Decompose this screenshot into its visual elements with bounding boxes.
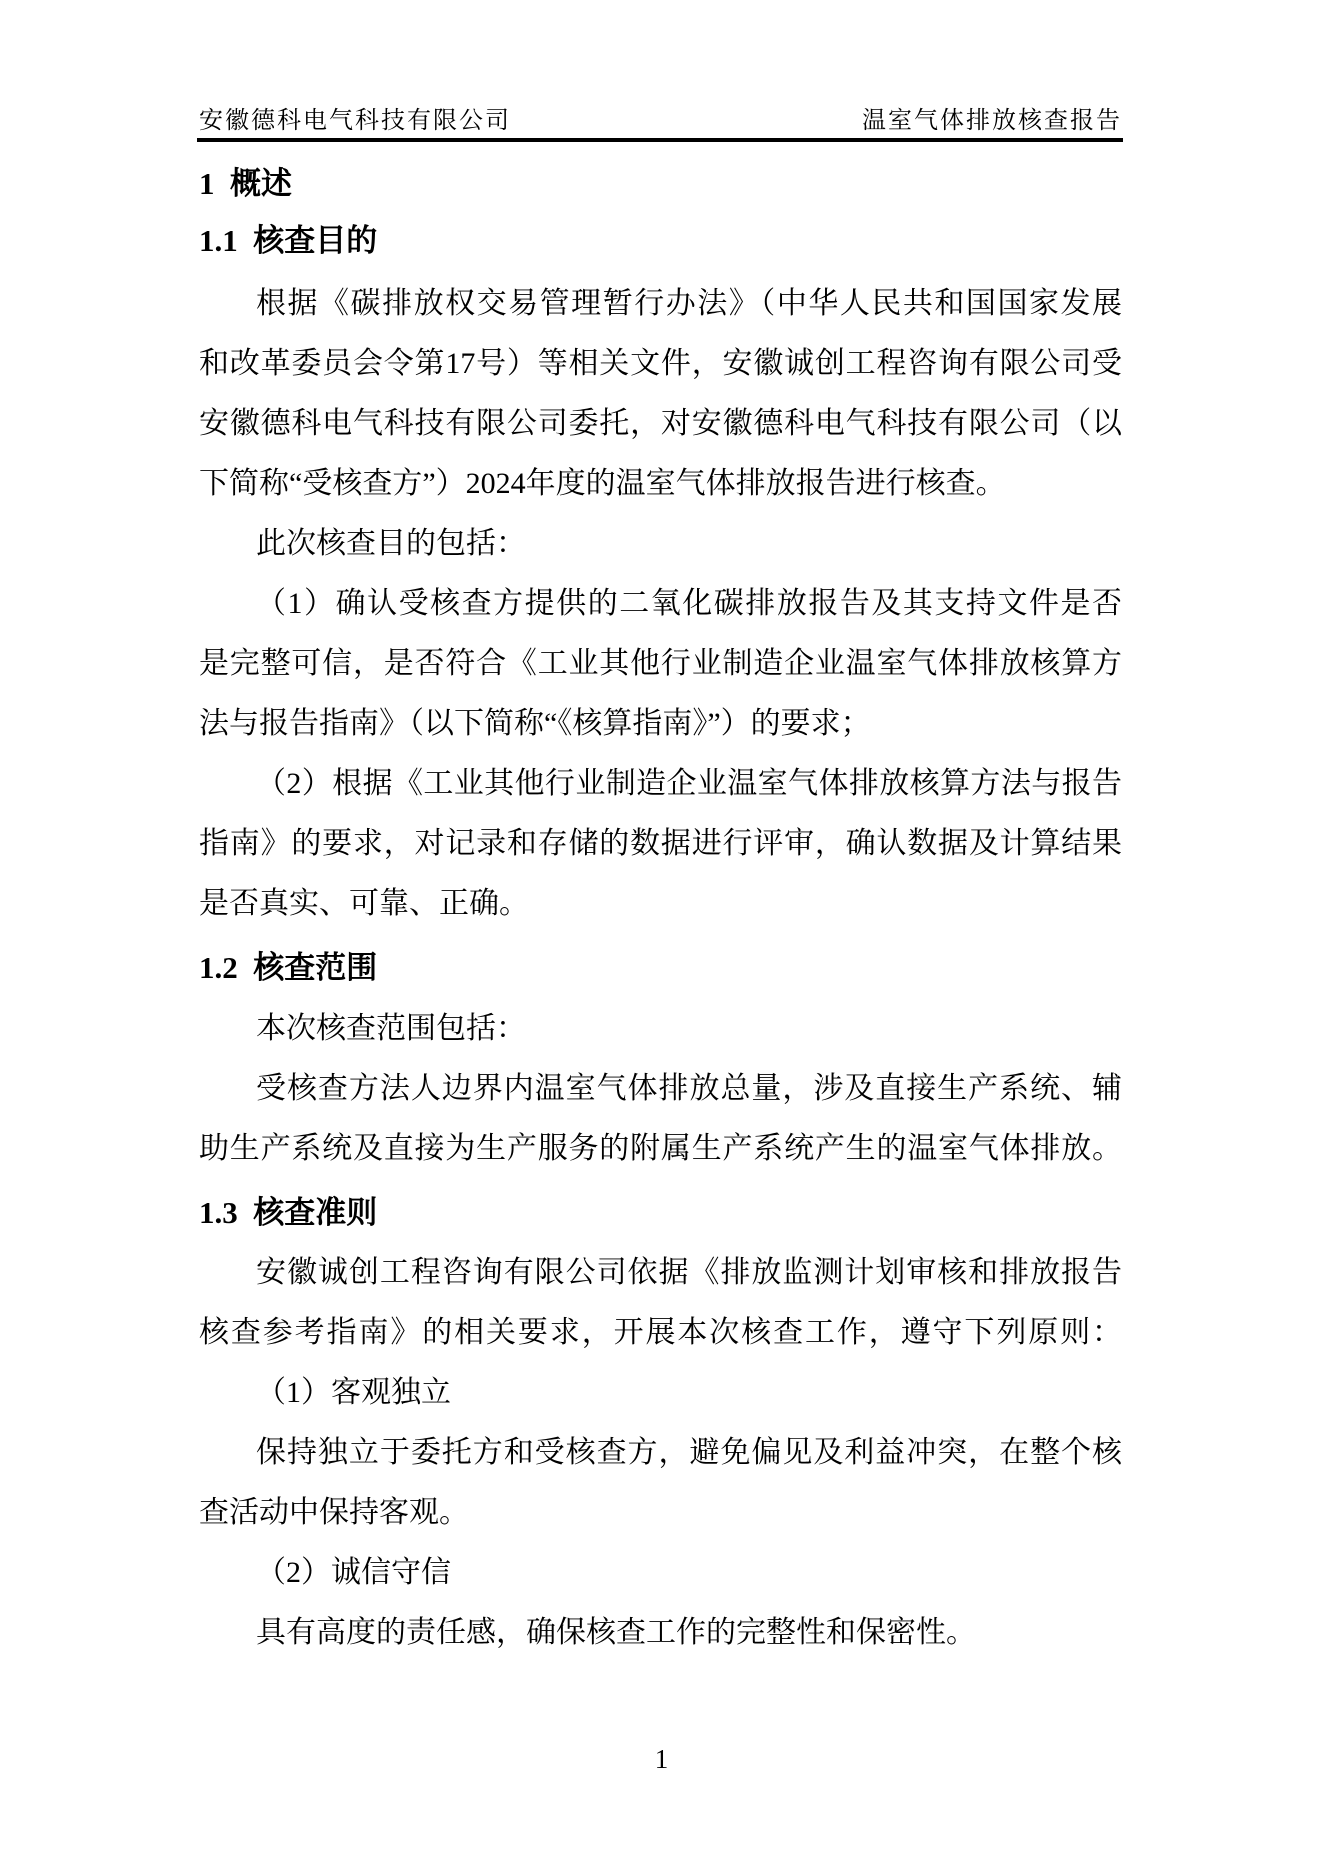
- body-line: 安徽诚创工程咨询有限公司依据《排放监测计划审核和排放报告: [256, 1256, 1122, 1289]
- header-doc-title: 温室气体排放核查报告: [862, 108, 1122, 134]
- page-number: 1: [654, 1744, 669, 1774]
- body-line: （2）诚信守信: [256, 1556, 451, 1589]
- body-line: 指南》的要求，对记录和存储的数据进行评审，确认数据及计算结果: [199, 827, 1122, 860]
- body-line: 查活动中保持客观。: [199, 1496, 469, 1529]
- body-line: 和改革委员会令第17号）等相关文件，安徽诚创工程咨询有限公司受: [199, 347, 1122, 380]
- body-line: 受核查方法人边界内温室气体排放总量，涉及直接生产系统、辅: [256, 1072, 1122, 1105]
- body-line: 助生产系统及直接为生产服务的附属生产系统产生的温室气体排放。: [199, 1132, 1122, 1165]
- header-rule: [197, 138, 1123, 142]
- section-heading-1: 1 概述: [199, 166, 292, 201]
- section-heading-1-3: 1.3 核查准则: [199, 1195, 378, 1230]
- body-line: 是完整可信，是否符合《工业其他行业制造企业温室气体排放核算方: [199, 647, 1122, 680]
- body-line: 根据《碳排放权交易管理暂行办法》（中华人民共和国国家发展: [256, 287, 1122, 320]
- body-line: 本次核查范围包括：: [256, 1012, 526, 1045]
- body-line: （2）根据《工业其他行业制造企业温室气体排放核算方法与报告: [256, 767, 1122, 800]
- body-line: 法与报告指南》（以下简称“《核算指南》”）的要求；: [199, 707, 871, 740]
- body-line: 保持独立于委托方和受核查方，避免偏见及利益冲突，在整个核: [256, 1436, 1122, 1469]
- body-line: 具有高度的责任感，确保核查工作的完整性和保密性。: [256, 1616, 976, 1649]
- body-line: 核查参考指南》的相关要求，开展本次核查工作，遵守下列原则：: [199, 1316, 1122, 1349]
- section-heading-1-1: 1.1 核查目的: [199, 223, 378, 258]
- body-line: 是否真实、可靠、正确。: [199, 887, 529, 920]
- header-company-name: 安徽德科电气科技有限公司: [199, 108, 511, 134]
- body-line: 下简称“受核查方”）2024年度的温室气体排放报告进行核查。: [199, 467, 1006, 500]
- body-line: （1）确认受核查方提供的二氧化碳排放报告及其支持文件是否: [256, 587, 1122, 620]
- section-heading-1-2: 1.2 核查范围: [199, 950, 378, 985]
- body-line: 安徽德科电气科技有限公司委托，对安徽德科电气科技有限公司（以: [199, 407, 1122, 440]
- body-line: （1）客观独立: [256, 1376, 451, 1409]
- body-line: 此次核查目的包括：: [256, 527, 526, 560]
